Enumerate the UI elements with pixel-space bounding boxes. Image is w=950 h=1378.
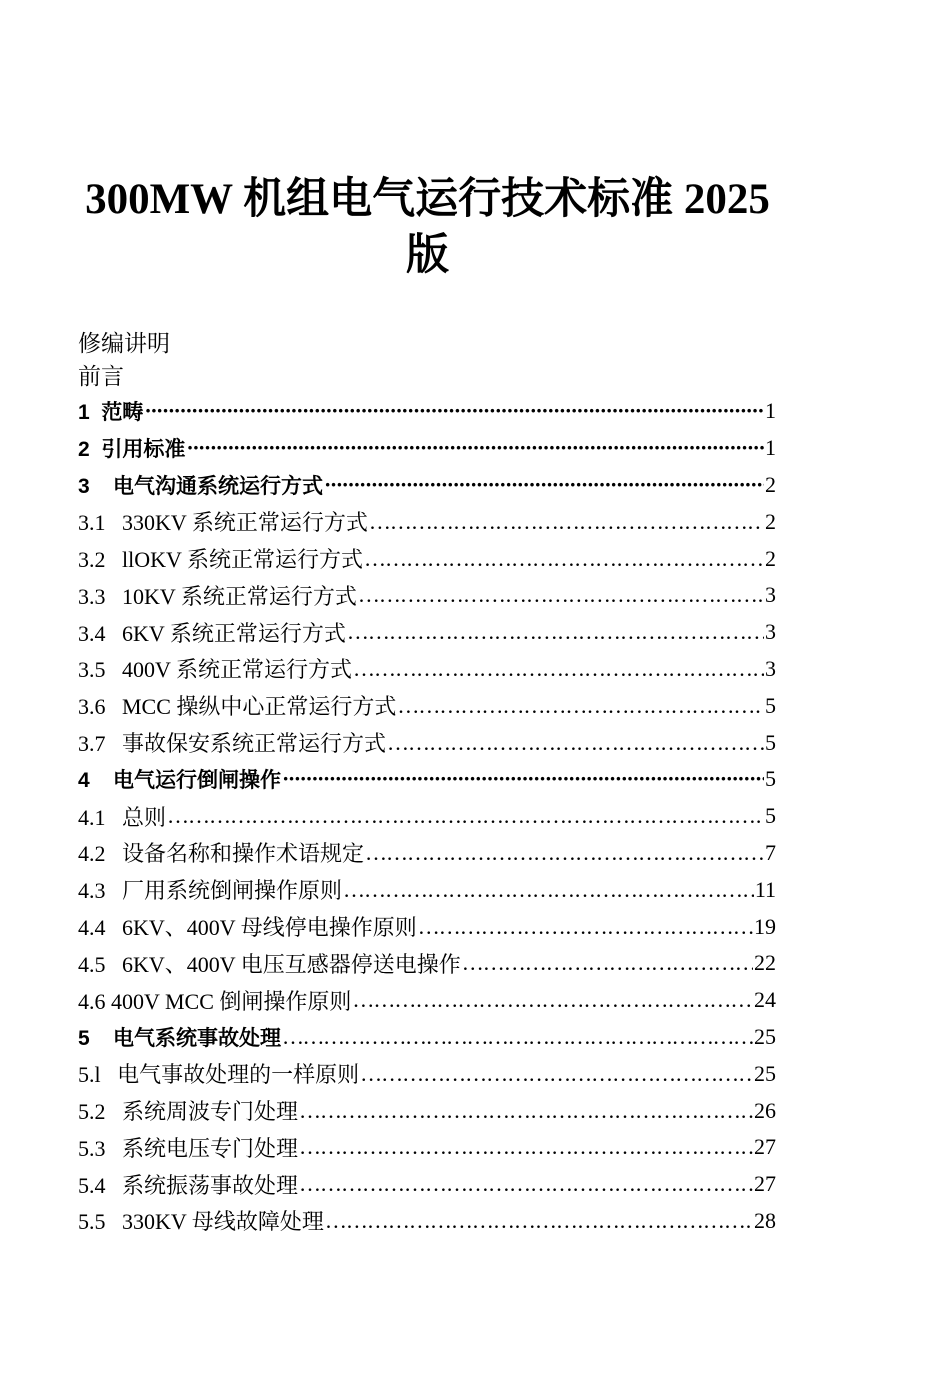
preface-item-revision-note: 修编讲明	[78, 331, 170, 356]
toc-leader-dots	[397, 693, 764, 719]
toc-entry-label: 4.2 设备名称和操作术语规定	[78, 841, 365, 867]
toc-entry[interactable]	[78, 1055, 776, 1092]
toc-entry-label: 5.l 电气事故处理的一样原则	[78, 1062, 360, 1088]
toc-leader-dots	[353, 656, 764, 682]
toc-entry[interactable]	[78, 724, 776, 761]
toc-entry[interactable]	[78, 908, 776, 945]
toc-leader-dots	[365, 840, 764, 866]
toc-leader-dots	[299, 1134, 753, 1160]
table-of-contents	[78, 393, 776, 1239]
toc-leader-dots	[418, 914, 753, 940]
toc-entry-page: 1	[765, 435, 776, 461]
toc-leader-dots	[324, 472, 764, 498]
toc-entry-page: 7	[765, 839, 776, 865]
preface-item-foreword: 前言	[78, 364, 124, 389]
toc-entry-label: 5 电气系统事故处理	[78, 1026, 282, 1050]
toc-entry-page: 5	[765, 803, 776, 829]
toc-entry-label: 3.5 400V 系统正常运行方式	[78, 657, 352, 683]
toc-entry-label: 4 电气运行倒闸操作	[78, 769, 282, 793]
toc-entry-label: 3 电气沟通系统运行方式	[78, 474, 324, 498]
toc-entry-label: 4.4 6KV、400V 母线停电操作原则	[78, 915, 417, 941]
toc-entry[interactable]	[78, 503, 776, 540]
toc-leader-dots	[462, 950, 753, 976]
toc-entry[interactable]	[78, 614, 776, 651]
toc-entry[interactable]	[78, 393, 776, 430]
toc-leader-dots	[352, 987, 753, 1013]
toc-entry-page: 5	[765, 692, 776, 718]
toc-entry-label: 5.3 系统电压专门处理	[78, 1135, 299, 1161]
toc-leader-dots	[282, 1024, 753, 1050]
toc-leader-dots	[387, 730, 764, 756]
title-line-2: 版	[406, 232, 449, 279]
toc-entry-page: 3	[765, 582, 776, 608]
toc-entry-label: 2 引用标准	[78, 438, 186, 462]
toc-entry[interactable]	[78, 835, 776, 872]
toc-entry-page: 1	[765, 398, 776, 424]
toc-entry[interactable]	[78, 871, 776, 908]
toc-entry-label: 5.4 系统振荡事故处理	[78, 1172, 299, 1198]
toc-entry-page: 28	[754, 1207, 776, 1233]
toc-entry-label: 1 范畴	[78, 401, 144, 425]
toc-entry-label: 3.4 6KV 系统正常运行方式	[78, 620, 346, 646]
toc-entry-page: 5	[765, 729, 776, 755]
toc-entry[interactable]	[78, 798, 776, 835]
toc-leader-dots	[343, 877, 754, 903]
toc-entry-page: 5	[765, 766, 776, 792]
toc-entry-label: 3.6 MCC 操纵中心正常运行方式	[78, 694, 397, 720]
toc-entry-page: 2	[765, 471, 776, 497]
toc-entry[interactable]	[78, 1203, 776, 1240]
toc-entry-label: 4.5 6KV、400V 电压互感器停送电操作	[78, 951, 461, 977]
toc-entry-page: 25	[754, 1060, 776, 1086]
toc-entry-page: 27	[754, 1134, 776, 1160]
toc-entry-page: 22	[754, 950, 776, 976]
toc-entry[interactable]	[78, 687, 776, 724]
toc-leader-dots	[360, 1061, 753, 1087]
document-title	[60, 172, 795, 284]
toc-entry-page: 27	[754, 1171, 776, 1197]
toc-leader-dots	[167, 803, 764, 829]
toc-entry[interactable]	[78, 1129, 776, 1166]
toc-leader-dots	[299, 1098, 753, 1124]
toc-entry-page: 19	[754, 913, 776, 939]
toc-entry-label: 5.2 系统周波专门处理	[78, 1099, 299, 1125]
toc-leader-dots	[299, 1171, 753, 1197]
toc-leader-dots	[358, 582, 764, 608]
toc-entry-page: 2	[765, 545, 776, 571]
toc-entry-page: 3	[765, 655, 776, 681]
toc-leader-dots	[144, 398, 764, 424]
toc-entry-page: 24	[754, 987, 776, 1013]
toc-entry-label: 3.2 llOKV 系统正常运行方式	[78, 547, 363, 573]
toc-entry-page: 2	[765, 508, 776, 534]
toc-leader-dots	[369, 509, 764, 535]
toc-entry-label: 5.5 330KV 母线故障处理	[78, 1209, 324, 1235]
toc-entry-page: 25	[754, 1023, 776, 1049]
toc-entry-label: 4.3 厂用系统倒闸操作原则	[78, 878, 343, 904]
toc-leader-dots	[325, 1208, 753, 1234]
toc-entry[interactable]	[78, 1092, 776, 1129]
toc-entry[interactable]	[78, 945, 776, 982]
toc-entry-page: 11	[754, 876, 776, 902]
toc-entry-label: 4.6 400V MCC 倒闸操作原则	[78, 988, 352, 1014]
toc-leader-dots	[186, 435, 764, 461]
toc-entry[interactable]	[78, 467, 776, 504]
preface-list	[78, 327, 170, 393]
toc-entry-label: 3.3 10KV 系统正常运行方式	[78, 583, 357, 609]
toc-entry[interactable]	[78, 982, 776, 1019]
toc-entry[interactable]	[78, 577, 776, 614]
toc-entry[interactable]	[78, 540, 776, 577]
toc-leader-dots	[364, 546, 764, 572]
toc-leader-dots	[282, 766, 764, 792]
toc-leader-dots	[347, 619, 764, 645]
toc-entry-page: 26	[754, 1097, 776, 1123]
toc-entry[interactable]	[78, 1166, 776, 1203]
toc-entry-page: 3	[765, 619, 776, 645]
toc-entry[interactable]	[78, 761, 776, 798]
title-line-1: 300MW 机组电气运行技术标准 2025	[85, 176, 770, 223]
toc-entry[interactable]	[78, 1019, 776, 1056]
toc-entry[interactable]	[78, 430, 776, 467]
toc-entry-label: 4.1 总则	[78, 804, 167, 830]
toc-entry-label: 3.1 330KV 系统正常运行方式	[78, 510, 368, 536]
toc-entry[interactable]	[78, 651, 776, 688]
toc-entry-label: 3.7 事故保安系统正常运行方式	[78, 731, 387, 757]
